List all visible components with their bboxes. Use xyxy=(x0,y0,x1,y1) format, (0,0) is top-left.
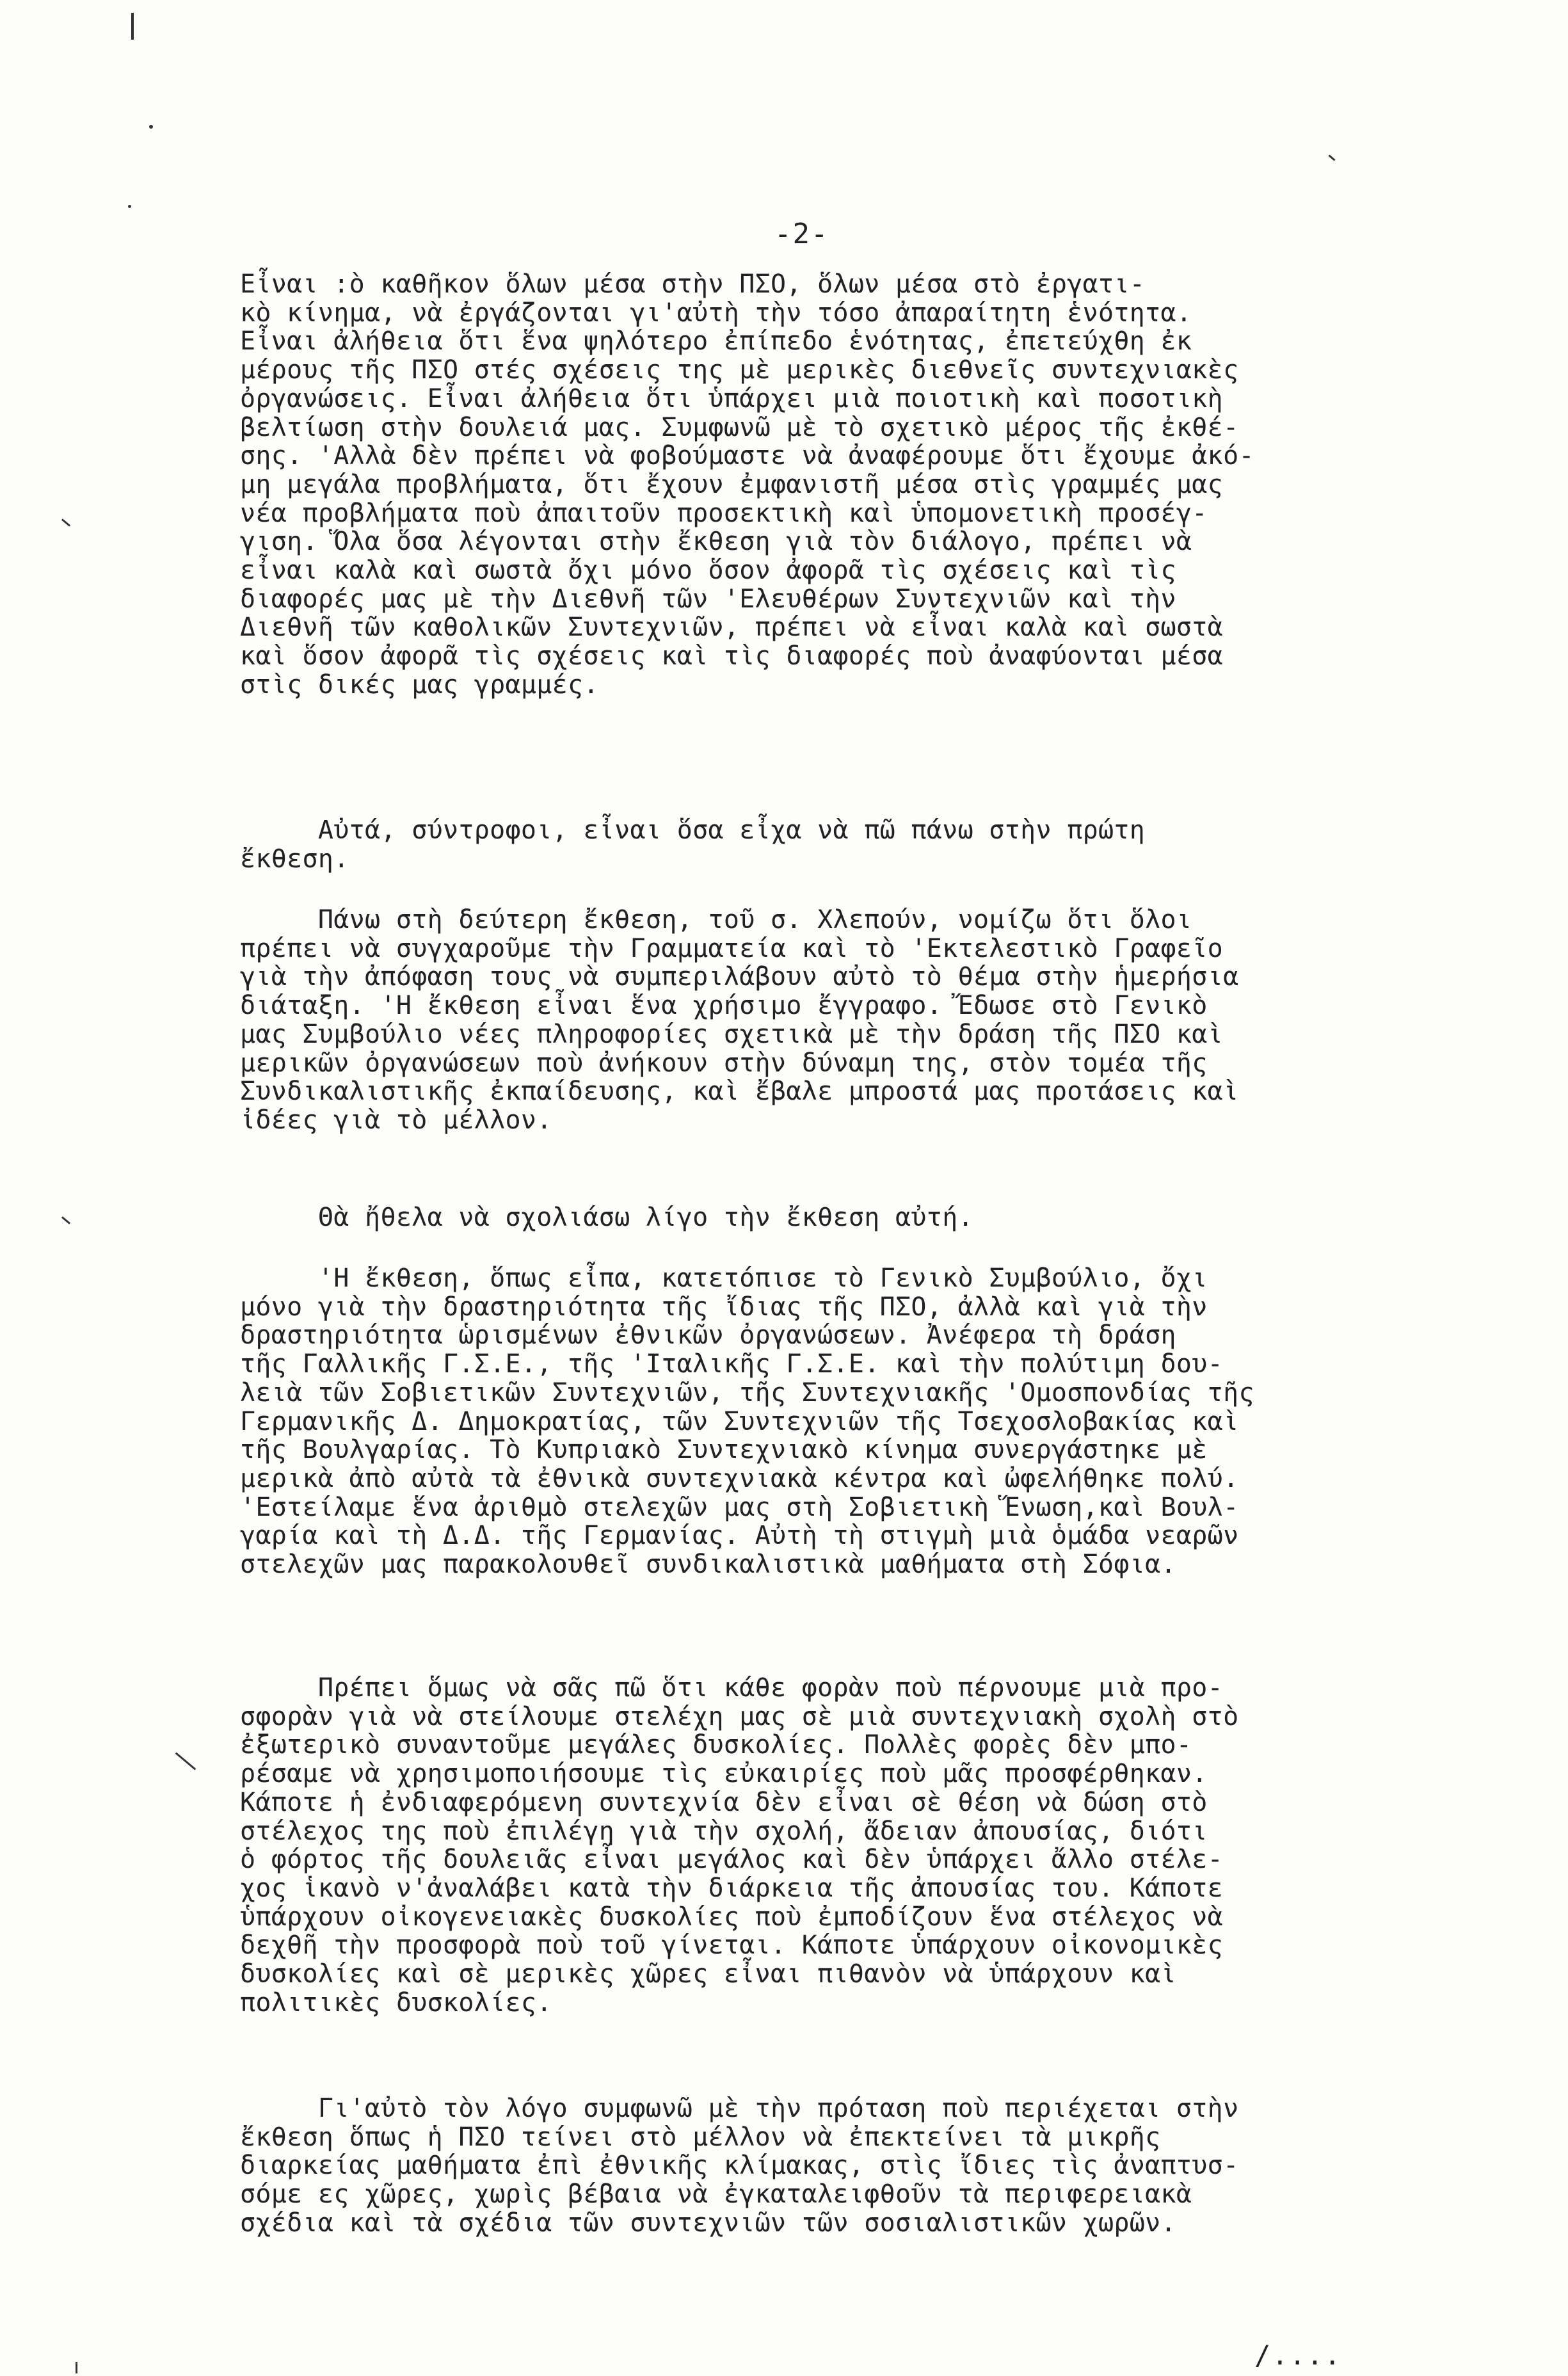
scan-artifact xyxy=(76,2362,77,2373)
scan-artifact xyxy=(1328,154,1335,161)
paragraph: 'Η ἔκθεση, ὅπως εἶπα, κατετόπισε τὸ Γενικὸ Συμβούλιο, ὄχι μόνο γιὰ τὴν δραστηριότητα τῆς ἴδιας τῆς ΠΣΟ, ἀλλὰ καὶ γιὰ τὴν δραστηριότητα ὡρισμένων ἐθνικῶν ὀργανώσεων. Ἀνέφερα τὴ δράση τῆς Γαλλικῆς Γ.Σ.Ε., τῆς 'Ιταλικῆς Γ.Σ.Ε. καὶ τὴν πολύτιμη δου- λειὰ τῶν Σοβιετικῶν Συντεχνιῶν, τῆς Συντεχνιακῆς 'Ομοσπονδίας τῆς Γερμανικῆς Δ. Δημοκρατίας, τῶν Συντεχνιῶν τῆς Τσεχοσλοβακίας καὶ τῆς Βουλγαρίας. Τὸ Κυπριακὸ Συντεχνιακὸ κίνημα συνεργάστηκε μὲ μερικὰ ἀπὸ αὐτὰ τὰ ἐθνικὰ συντεχνιακὰ κέντρα καὶ ὠφελήθηκε πολύ. 'Εστείλαμε ἕνα ἀριθμὸ στελεχῶν μας στὴ Σοβιετικὴ Ἕνωση,καὶ Βουλ- γαρία καὶ τὴ Δ.Δ. τῆς Γερμανίας. Αὐτὴ τὴ στιγμὴ μιὰ ὁμάδα νεαρῶν στελεχῶν μας παρακολουθεῖ συνδικαλιστικὰ μαθήματα στὴ Σόφια. xyxy=(240,1264,1254,1580)
scan-artifact xyxy=(149,125,153,129)
page-number: -2- xyxy=(774,218,829,250)
paragraph: Αὐτά, σύντροφοι, εἶναι ὅσα εἶχα νὰ πῶ πάνω στὴν πρώτη ἔκθεση. xyxy=(240,815,1146,874)
scan-artifact xyxy=(61,1216,70,1224)
scan-artifact xyxy=(131,13,134,40)
paragraph: Γι'αὐτὸ τὸν λόγο συμφωνῶ μὲ τὴν πρόταση ποὺ περιέχεται στὴν ἔκθεση ὅπως ἡ ΠΣΟ τείνει στὸ μέλλον νὰ ἐπεκτείνει τὰ μικρῆς διαρκείας μαθήματα ἐπὶ ἐθνικῆς κλίμακας, στὶς ἴδιες τὶς ἀναπτυσ- σόμε ες χῶρες, χωρὶς βέβαια νὰ ἐγκαταλειφθοῦν τὰ περιφερειακὰ σχέδια καὶ τὰ σχέδια τῶν συντεχνιῶν τῶν σοσιαλιστικῶν χωρῶν. xyxy=(240,2094,1239,2238)
continuation-mark: /.... xyxy=(1254,2340,1342,2371)
paragraph: Εἶναι :ὸ καθῆκον ὅλων μέσα στὴν ΠΣΟ, ὅλων μέσα στὸ ἐργατι- κὸ κίνημα, νὰ ἐργάζονται γι'αὐτὴ τὴν τόσο ἀπαραίτητη ἑνότητα. Εἶναι ἀλήθεια ὅτι ἕνα ψηλότερο ἐπίπεδο ἑνότητας, ἐπετεύχθη ἐκ μέρους τῆς ΠΣΟ στές σχέσεις της μὲ μερικὲς διεθνεῖς συντεχνιακὲς ὀργανώσεις. Εἶναι ἀλήθεια ὅτι ὑπάρχει μιὰ ποιοτικὴ καὶ ποσοτικὴ βελτίωση στὴν δουλειά μας. Συμφωνῶ μὲ τὸ σχετικὸ μέρος τῆς ἐκθέ- σης. 'Αλλὰ δὲν πρέπει νὰ φοβούμαστε νὰ ἀναφέρουμε ὅτι ἔχουμε ἀκό- μη μεγάλα προβλήματα, ὅτι ἔχουν ἐμφανιστῆ μέσα στὶς γραμμές μας νέα προβλήματα ποὺ ἀπαιτοῦν προσεκτικὴ καὶ ὑπομονετικὴ προσέγ- γιση. Ὅλα ὅσα λέγονται στὴν ἔκθεση γιὰ τὸν διάλογο, πρέπει νὰ εἶναι καλὰ καὶ σωστὰ ὄχι μόνο ὅσον ἀφορᾶ τὶς σχέσεις καὶ τὶς διαφορές μας μὲ τὴν Διεθνῆ τῶν 'Ελευθέρων Συντεχνιῶν καὶ τὴν Διεθνῆ τῶν καθολικῶν Συντεχνιῶν, πρέπει νὰ εἶναι καλὰ καὶ σωστὰ καὶ ὅσον ἀφορᾶ τὶς σχέσεις καὶ τὶς διαφορές ποὺ ἀναφύονται μέσα στὶς δικές μας γραμμές. xyxy=(240,269,1254,700)
scan-artifact xyxy=(128,205,131,208)
scan-artifact xyxy=(61,518,70,527)
paragraph: Θὰ ἤθελα νὰ σχολιάσω λίγο τὴν ἔκθεση αὐτή. xyxy=(240,1203,973,1232)
paragraph: Πρέπει ὅμως νὰ σᾶς πῶ ὅτι κάθε φορὰν ποὺ πέρνουμε μιὰ προ- σφορὰν γιὰ νὰ στείλουμε στελέχη μας σὲ μιὰ συντεχνιακὴ σχολὴ στὸ ἐξωτερικὸ συναντοῦμε μεγάλες δυσκολίες. Πολλὲς φορὲς δὲν μπο- ρέσαμε νὰ χρησιμοποιήσουμε τὶς εὐκαιρίες ποὺ μᾶς προσφέρθηκαν. Κάποτε ἡ ἐνδιαφερόμενη συντεχνία δὲν εἶναι σὲ θέση νὰ δώση στὸ στέλεχος της ποὺ ἐπιλέγη γιὰ τὴν σχολή, ἄδειαν ἀπουσίας, διότι ὁ φόρτος τῆς δουλειᾶς εἶναι μεγάλος καὶ δὲν ὑπάρχει ἄλλο στέλε- χος ἱκανὸ ν'ἀναλάβει κατὰ τὴν διάρκεια τῆς ἀπουσίας του. Κάποτε ὑπάρχουν οἰκογενειακὲς δυσκολίες ποὺ ἐμποδίζουν ἕνα στέλεχος νὰ δεχθῆ τὴν προσφορὰ ποὺ τοῦ γίνεται. Κάποτε ὑπάρχουν οἰκονομικὲς δυσκολίες καὶ σὲ μερικὲς χῶρες εἶναι πιθανὸν νὰ ὑπάρχουν καὶ πολιτικὲς δυσκολίες. xyxy=(240,1673,1239,2018)
paragraph: Πάνω στὴ δεύτερη ἔκθεση, τοῦ σ. Χλεπούν, νομίζω ὅτι ὅλοι πρέπει νὰ συγχαροῦμε τὴν Γραμματεία καὶ τὸ 'Εκτελεστικὸ Γραφεῖο γιὰ τὴν ἀπόφαση τους νὰ συμπεριλάβουν αὐτὸ τὸ θέμα στὴν ἡμερήσια διάταξη. 'Η ἔκθεση εἶναι ἕνα χρήσιμο ἔγγραφο. Ἔδωσε στὸ Γενικὸ μας Συμβούλιο νέες πληροφορίες σχετικὰ μὲ τὴν δράση τῆς ΠΣΟ καὶ μερικῶν ὀργανώσεων ποὺ ἀνήκουν στὴν δύναμη της, στὸν τομέα τῆς Συνδικαλιστικῆς ἐκπαίδευσης, καὶ ἔβαλε μπροστά μας προτάσεις καὶ ἰδέες γιὰ τὸ μέλλον. xyxy=(240,905,1239,1135)
scan-artifact xyxy=(175,1752,196,1770)
